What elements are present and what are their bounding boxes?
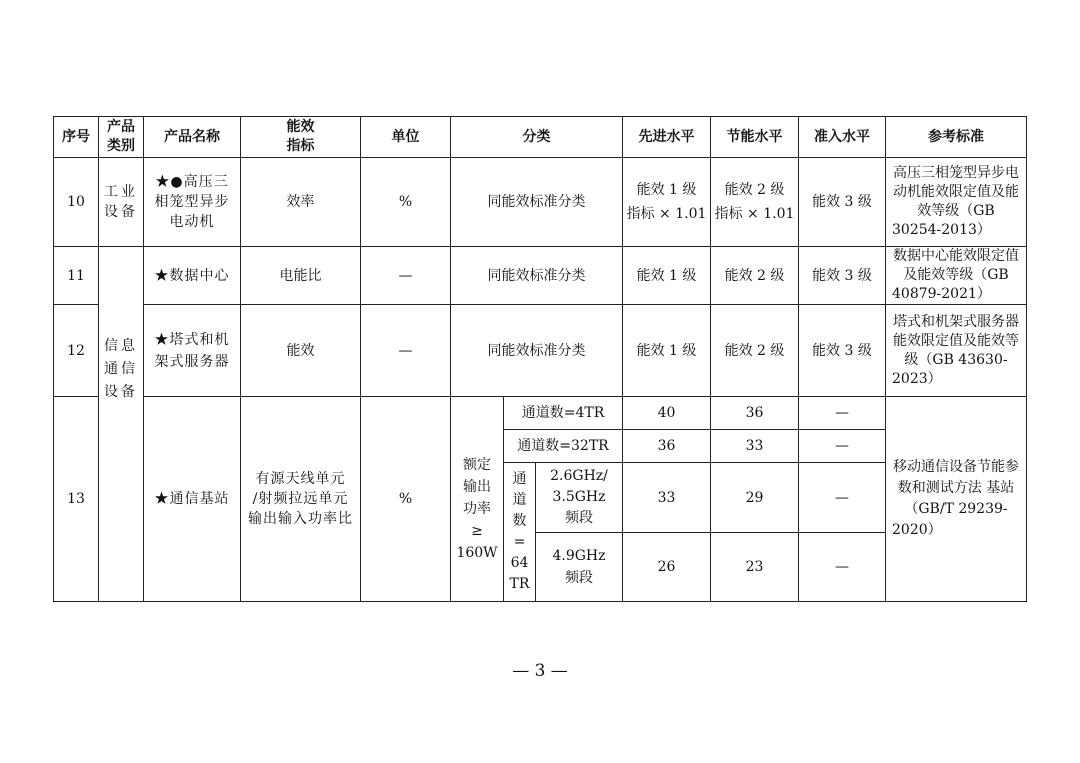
table-header-row [54,117,1027,158]
energy-efficiency-table [53,116,1027,602]
header-seq: 序号 [54,117,99,158]
energy-saving-cell: 能效 2 级 [711,305,799,397]
header-access: 准入水平 [799,117,886,158]
sub-class-cell: 2.6GHz/ 3.5GHz 频段 [536,463,623,533]
seq-cell: 11 [54,247,99,305]
reference-cell: 数据中心能效限定值及能效等级（GB 40879-2021） [886,247,1027,305]
product-cell: ★数据中心 [144,247,241,305]
indicator-cell: 电能比 [241,247,361,305]
unit-cell: % [361,397,451,602]
access-cell: — [799,533,886,602]
category-cell: 工业 设备 [99,158,144,247]
product-cell: ★●高压三 相笼型异步 电动机 [144,158,241,247]
table-row [54,247,1027,305]
header-energy-saving: 节能水平 [711,117,799,158]
energy-saving-cell: 23 [711,533,799,602]
header-advanced: 先进水平 [623,117,711,158]
indicator-cell: 效率 [241,158,361,247]
advanced-cell: 26 [623,533,711,602]
sub-class-cell: 通道数=4TR [504,397,623,430]
header-classification: 分类 [451,117,623,158]
seq-cell: 10 [54,158,99,247]
reference-cell: 高压三相笼型异步电动机能效限定值及能效等级（GB 30254-2013） [886,158,1027,247]
classification-cell: 同能效标准分类 [451,158,623,247]
access-cell: 能效 3 级 [799,305,886,397]
classification-cell: 同能效标准分类 [451,247,623,305]
header-category: 产品 类别 [99,117,144,158]
seq-cell: 12 [54,305,99,397]
advanced-cell: 40 [623,397,711,430]
energy-saving-cell: 能效 2 级 指标 × 1.01 [711,158,799,247]
page-number: — 3 — [512,661,568,681]
unit-cell: — [361,305,451,397]
advanced-cell: 能效 1 级 [623,247,711,305]
header-unit: 单位 [361,117,451,158]
advanced-cell: 36 [623,430,711,463]
advanced-cell: 能效 1 级 [623,305,711,397]
reference-cell: 塔式和机架式服务器能效限定值及能效等级（GB 43630-2023） [886,305,1027,397]
access-cell: — [799,463,886,533]
power-label-cell: 额定 输出 功率 ≥ 160W [451,397,504,602]
table-row [54,305,1027,397]
header-product: 产品名称 [144,117,241,158]
energy-saving-cell: 36 [711,397,799,430]
energy-saving-cell: 能效 2 级 [711,247,799,305]
access-cell: — [799,430,886,463]
product-cell: ★通信基站 [144,397,241,602]
product-cell: ★塔式和机 架式服务器 [144,305,241,397]
advanced-cell: 33 [623,463,711,533]
unit-cell: % [361,158,451,247]
indicator-cell: 能效 [241,305,361,397]
energy-saving-cell: 29 [711,463,799,533]
table-row [54,397,1027,430]
category-cell: 信息 通信 设备 [99,247,144,602]
channel-label-cell: 通 道 数 = 64 TR [504,463,536,602]
access-cell: 能效 3 级 [799,158,886,247]
seq-cell: 13 [54,397,99,602]
access-cell: — [799,397,886,430]
header-indicator: 能效 指标 [241,117,361,158]
unit-cell: — [361,247,451,305]
table-row [54,158,1027,247]
advanced-cell: 能效 1 级 指标 × 1.01 [623,158,711,247]
sub-class-cell: 通道数=32TR [504,430,623,463]
reference-cell: 移动通信设备节能参数和测试方法 基站（GB/T 29239-2020） [886,397,1027,602]
energy-saving-cell: 33 [711,430,799,463]
header-reference: 参考标准 [886,117,1027,158]
indicator-cell: 有源天线单元 /射频拉远单元 输出输入功率比 [241,397,361,602]
access-cell: 能效 3 级 [799,247,886,305]
classification-cell: 同能效标准分类 [451,305,623,397]
sub-class-cell: 4.9GHz 频段 [536,533,623,602]
